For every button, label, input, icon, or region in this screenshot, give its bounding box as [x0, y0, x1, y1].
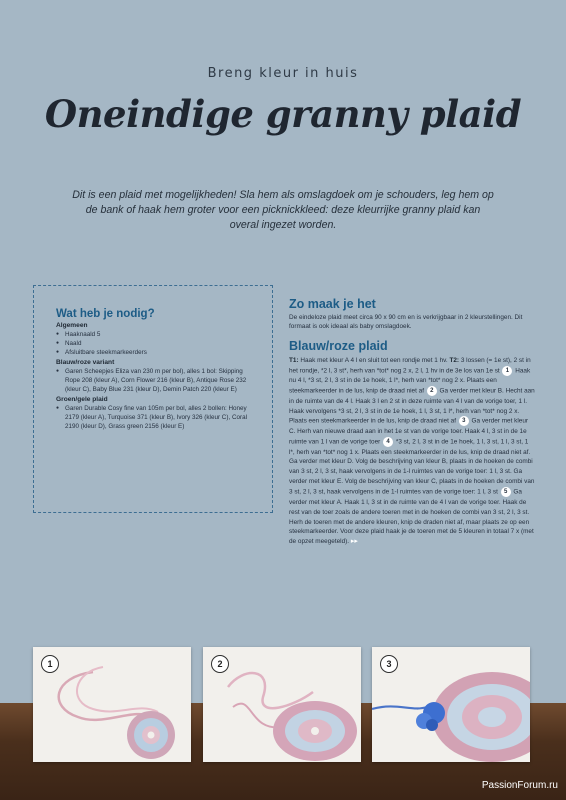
page-title: Oneindige granny plaid: [44, 92, 522, 136]
list-item: ● Garen Durable Cosy fine van 105m per bol, alles 2 bollen: Honey 2179 (kleur A), Turquoise 371 (kleur B), Ivory 326 (kleur C), Coral 2190 (kleur D), Grass green 2156 (kleur E): [56, 404, 259, 431]
pattern-heading: Blauw/roze plaid: [289, 338, 388, 353]
step-marker-5: 5: [501, 487, 511, 497]
list-item: ● Naald: [56, 339, 259, 348]
photo-number-3: 3: [380, 655, 398, 673]
green-variant-heading: Groen/gele plaid: [56, 396, 108, 403]
general-list: [56, 330, 259, 357]
list-item: ● Garen Scheepjes Eliza van 230 m per bol), alles 1 bol: Skipping Rope 208 (kleur A), Corn Flower 216 (kleur B), Antique Rose 232 (kleur C), Baby Blue 231 (kleur D), Demin Patch 220 (kleur E): [56, 367, 259, 394]
blue-variant-heading: Blauw/roze variant: [56, 359, 115, 366]
materials-box: [33, 285, 273, 513]
materials-title: Wat heb je nodig?: [56, 308, 155, 320]
step-text: Ga verder met kleur B. Hecht aan in de ruimte van de 4 l. Haak 3 l en 2 st in deze ruimte van 4 l van de vorige toer, 1 l. Haak vervolgens *3 st, 2 l, 3 st in de 1e hoek, 1 l, 3 st, 1 l*, herh van *tot* nog 2 x. Plaats een steekmarkeerder in de lus, knip de draad niet af: [289, 387, 535, 426]
step-marker-4: 4: [383, 437, 393, 447]
step-text: Haak nu 4 l, *3 st, 2 l, 3 st in de 1e hoek, 1 l*, herh van *tot* nog 2 x. Plaats een steekmarkeerder in de lus, knip de draad niet af: [289, 367, 531, 395]
round-2-text: 3 lossen (= 1e st), 2 st in het rondje, *2 l, 3 st*, herh van *tot* nog 2 x, 2 l, 1 hv in de 3e los van 1e st: [289, 356, 531, 375]
photo-step-1: [33, 647, 191, 762]
step-text: *3 st, 2 l, 3 st in de 1e hoek, 1 l, 3 st, 1 l, 3 st, 1 l*, herh van *tot* nog 1 x. Plaats een steekmarkeerder in de lus, knip de draad niet af. Ga verder met kleur D. Volg de beschrijving van kleur B, plaats in de hoeken de combi van 3 st, 2 l, 3 st, haak vervolgens in de 1-l ruimtes van de vorige toer: 1 l, 3 st. Ga verder met kleur E. Volg de beschrijving van kleur C, plaats in de hoeken de combi van 3 st, 2 l, 3 st, haak vervolgens in de 1-l ruimtes van de vorige toer: 1 l, 3 st: [289, 438, 535, 496]
end-arrow-icon: ▸▸: [350, 538, 358, 546]
step-text: Ga verder met kleur A. Haak 1 l, 3 st in de ruimte van de 4 l van de vorige toer. Haak de rest van de toer zoals de andere toeren met in de hoeken de combi van 3 st, 2 l, 3 st. Herh de toeren met de andere kleuren, knip de draden niet af, maar plaats ze op een steekmarkeerder. Voor deze plaid haak je de toeren met de 5 kleuren in totaal 7 x (met de opzet meegeteld).: [289, 488, 534, 546]
pattern-text: [289, 356, 535, 548]
round-1-text: Haak met kleur A 4 l en sluit tot een rondje met 1 hv.: [298, 356, 450, 364]
round-1-label: T1:: [289, 356, 299, 364]
how-text: De eindeloze plaid meet circa 90 x 90 cm en is verkrijgbaar in 2 kleurstellingen. Dit formaat is ook ideaal als baby omslagdoek.: [289, 314, 523, 331]
green-variant-list: [56, 404, 259, 431]
step-marker-3: 3: [459, 416, 469, 426]
intro-text: Dit is een plaid met mogelijkheden! Sla hem als omslagdoek om je schouders, leg hem op de bank of haak hem groter voor een picknickkleed: deze kleurrijke granny plaid kan overal ingezet worden.: [72, 189, 494, 231]
list-item: ● Haaknaald 5: [56, 330, 259, 339]
step-marker-2: 2: [427, 386, 437, 396]
watermark: PassionForum.ru: [481, 780, 558, 791]
instructions-column: [289, 297, 535, 547]
step-text: Ga verder met kleur C. Herh van nieuwe draad aan in het 1e st van de vorige toer. Haak 4 l, 3 st in de 1e ruimte van 1 l van de vorige toer: [289, 418, 528, 446]
how-heading: Zo maak je het: [289, 297, 376, 311]
step-marker-1: 1: [502, 366, 512, 376]
photo-number-2: 2: [211, 655, 229, 673]
general-heading: Algemeen: [56, 322, 88, 329]
photo-number-1: 1: [41, 655, 59, 673]
round-2-label: T2:: [449, 356, 460, 364]
blue-variant-list: [56, 367, 259, 394]
photo-step-2: [203, 647, 361, 762]
kicker: Breng kleur in huis: [207, 66, 359, 81]
photo-step-3: [372, 647, 530, 762]
list-item: ● Afsluitbare steekmarkeerders: [56, 348, 259, 357]
